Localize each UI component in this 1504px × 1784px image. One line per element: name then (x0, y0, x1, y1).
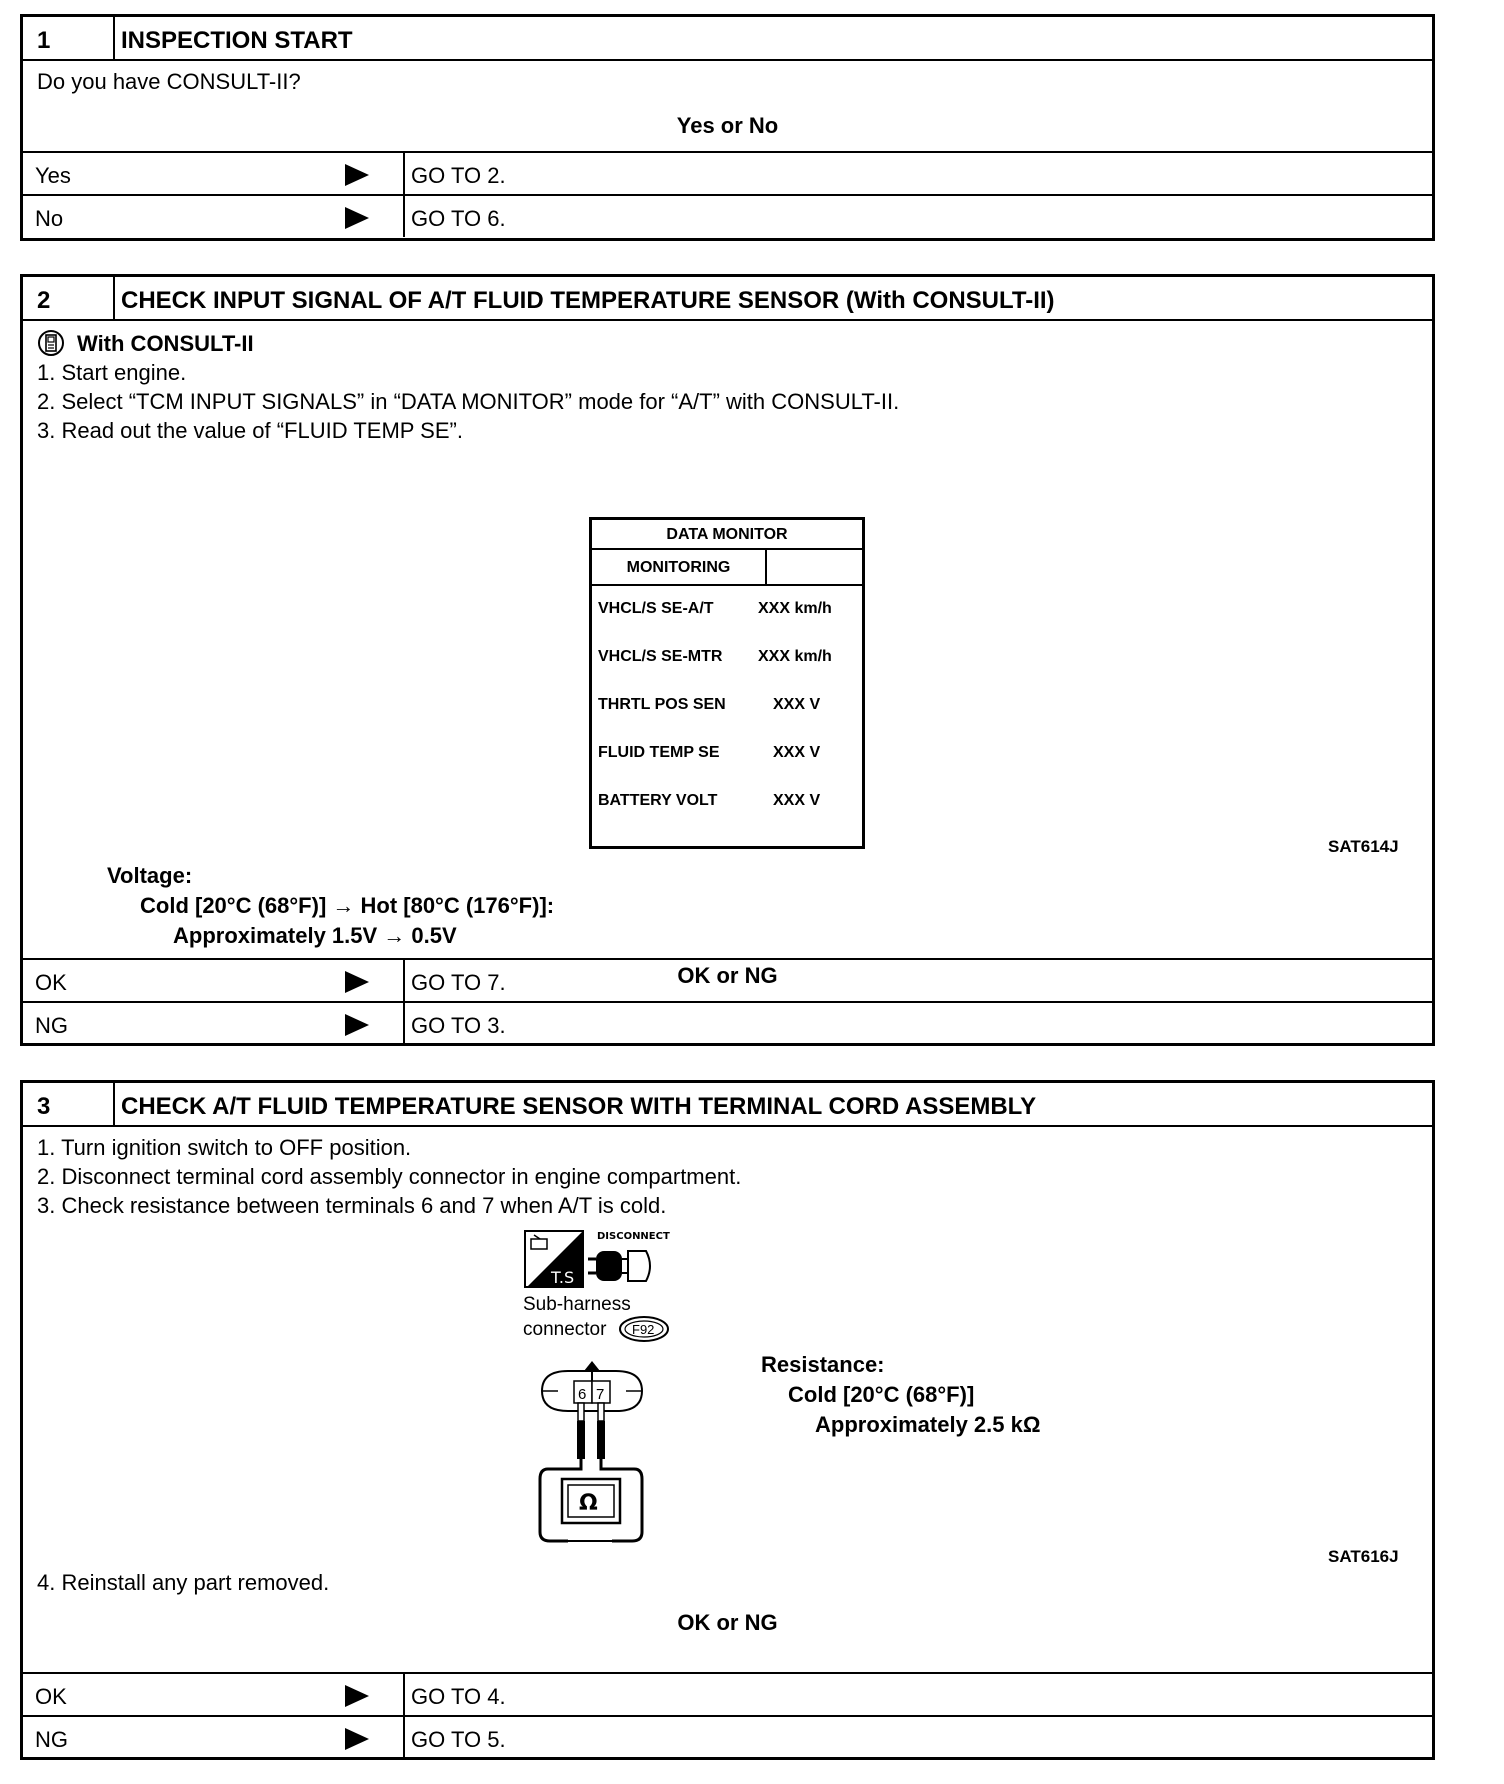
arrow-right-icon (345, 1685, 369, 1707)
step-line: 1. Start engine. (37, 360, 187, 385)
step-line: 1. Turn ignition switch to OFF position. (37, 1135, 412, 1160)
disconnect-icon (588, 1231, 670, 1281)
decision-row-ok[interactable] (23, 1672, 1432, 1715)
condition-label: Yes (35, 163, 71, 188)
monitor-item-value: XXX km/h (758, 648, 832, 665)
connector-label: connector (523, 1319, 607, 1340)
decision-label: Yes or No (676, 113, 779, 138)
ohm-icon: Ω (579, 1491, 598, 1516)
action-link[interactable]: GO TO 2. (411, 163, 506, 188)
action-link[interactable]: GO TO 5. (411, 1727, 506, 1752)
figure-code: SAT616J (1328, 1547, 1399, 1566)
step-line: 2. Disconnect terminal cord assembly connector in engine compartment. (37, 1164, 742, 1189)
figure-code: SAT614J (1328, 837, 1399, 856)
consult-icon (37, 329, 65, 357)
spec-line: Approximately 1.5V → 0.5V (173, 923, 457, 948)
decision-label: OK or NG (677, 963, 778, 988)
monitor-item-value: XXX km/h (758, 600, 832, 617)
arrow-right-icon (345, 164, 369, 186)
action-link[interactable]: GO TO 4. (411, 1684, 506, 1709)
disconnect-label: DISCONNECT (597, 1231, 670, 1242)
step-number: 1 (23, 17, 115, 59)
step-title: CHECK A/T FLUID TEMPERATURE SENSOR WITH TERMINAL CORD ASSEMBLY (121, 1093, 1037, 1120)
spec-line: Approximately 2.5 kΩ (815, 1412, 1041, 1437)
condition-label: NG (35, 1013, 68, 1038)
monitor-item-label: FLUID TEMP SE (598, 744, 720, 761)
monitor-item-label: VHCL/S SE-A/T (598, 600, 714, 617)
monitor-item-value: XXX V (773, 792, 821, 809)
condition-label: OK (35, 970, 67, 995)
step-3-body (23, 1127, 1432, 1757)
terminal-check-diagram (498, 1229, 698, 1547)
decision-row-yes[interactable] (23, 151, 1432, 194)
condition-label: OK (35, 1684, 67, 1709)
ts-label: T.S (551, 1268, 575, 1287)
monitor-item-label: THRTL POS SEN (598, 696, 726, 713)
step-line: 3. Read out the value of “FLUID TEMP SE”. (37, 418, 463, 443)
condition-label: NG (35, 1727, 68, 1752)
action-link[interactable]: GO TO 7. (411, 970, 506, 995)
question-text: Do you have CONSULT-II? (37, 69, 301, 94)
with-consult-label: With CONSULT-II (77, 331, 254, 356)
sub-harness-label: Sub-harness (523, 1294, 631, 1315)
monitor-item-label: BATTERY VOLT (598, 792, 718, 809)
step-2-block (20, 274, 1435, 1046)
step-1-header (23, 17, 1432, 61)
step-1-body (23, 61, 1432, 238)
step-2-body (23, 321, 1432, 1043)
step-1-block (20, 14, 1435, 241)
decision-label: OK or NG (677, 1610, 778, 1635)
decision-row-no[interactable] (23, 194, 1432, 237)
monitor-item (598, 600, 832, 618)
monitor-item (598, 792, 821, 810)
monitor-item (598, 696, 821, 714)
monitor-item (598, 744, 821, 762)
action-link[interactable]: GO TO 6. (411, 206, 506, 231)
step-3-header (23, 1083, 1432, 1127)
ts-icon (525, 1231, 583, 1287)
condition-label: No (35, 206, 64, 231)
step-line: 2. Select “TCM INPUT SIGNALS” in “DATA MONITOR” mode for “A/T” with CONSULT-II. (37, 389, 900, 414)
step-line: 3. Check resistance between terminals 6 and 7 when A/T is cold. (37, 1193, 667, 1218)
monitor-item-value: XXX V (773, 696, 821, 713)
step-title: INSPECTION START (121, 27, 353, 54)
decision-row-ok[interactable] (23, 958, 1432, 1001)
spec-title: Voltage: (107, 863, 193, 888)
arrow-right-icon (345, 1014, 369, 1036)
arrow-right-icon (345, 971, 369, 993)
monitor-title: DATA MONITOR (592, 520, 862, 550)
connector-code: F92 (632, 1322, 655, 1337)
step-title: CHECK INPUT SIGNAL OF A/T FLUID TEMPERATURE SENSOR (With CONSULT-II) (121, 287, 1055, 314)
step-2-header (23, 277, 1432, 321)
decision-row-ng[interactable] (23, 1001, 1432, 1044)
spec-title: Resistance: (761, 1352, 885, 1377)
spec-line: Cold [20°C (68°F)] → Hot [80°C (176°F)]: (140, 893, 555, 918)
step-line: 4. Reinstall any part removed. (37, 1570, 330, 1595)
monitor-subtitle: MONITORING (592, 550, 767, 584)
arrow-right-icon (345, 1728, 369, 1750)
action-link[interactable]: GO TO 3. (411, 1013, 506, 1038)
monitor-item-label: VHCL/S SE-MTR (598, 648, 723, 665)
monitor-item-value: XXX V (773, 744, 821, 761)
pin-label-b: 7 (596, 1386, 605, 1403)
monitor-item (598, 648, 832, 666)
arrow-right-icon (345, 207, 369, 229)
data-monitor-screen (589, 517, 865, 849)
step-number: 3 (23, 1083, 115, 1125)
step-3-block (20, 1080, 1435, 1760)
pin-label-a: 6 (578, 1386, 587, 1403)
spec-line: Cold [20°C (68°F)] (788, 1382, 975, 1407)
monitor-subheader (592, 550, 862, 586)
step-number: 2 (23, 277, 115, 319)
decision-row-ng[interactable] (23, 1715, 1432, 1758)
